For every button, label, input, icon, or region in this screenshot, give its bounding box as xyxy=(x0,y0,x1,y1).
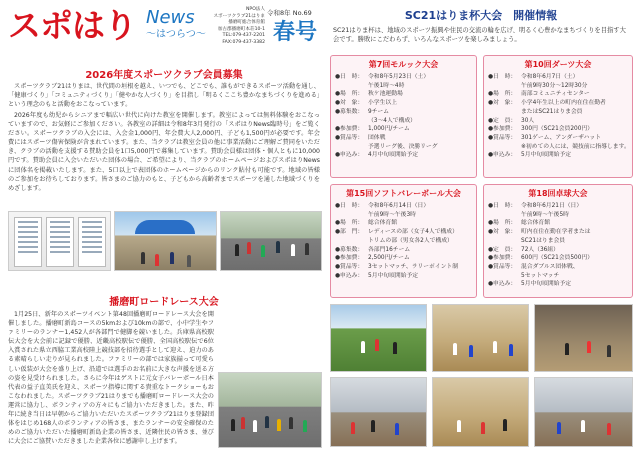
event-row: ●賞品等： 混合ダブルス団体戦、 xyxy=(488,263,579,270)
event-details xyxy=(335,73,473,160)
event-card-soft-volleyball xyxy=(330,184,477,298)
event-title: 第18回卓球大会 xyxy=(528,189,588,198)
event-row: ●場 所： 総合体育館 xyxy=(335,220,397,227)
event-row: ●募集数： 9チーム xyxy=(335,108,390,115)
event-title: 第10回ダーツ大会 xyxy=(524,60,592,69)
sc21-title: SC21はりま杯大会 開催情報 xyxy=(404,9,558,22)
road-race-title: 播磨町ロードレース大会 xyxy=(109,297,219,308)
org-line: FAX:079-437-3382 xyxy=(222,39,265,45)
event-row: 午前9時〜午後3時 xyxy=(368,211,416,218)
event-row: ●申込み： 5月中旬頃開始予定 xyxy=(488,281,572,288)
event-row: トリムの部（男女各2人で構成） xyxy=(368,237,453,244)
sc21-intro: SC21はりま杯は、地域のスポーツ振興や住民の交流の輪を広げ、明るく心豊かなまちづくりを目指す大会です。勝敗にこだわらず、いろんなスポーツを楽しみましょう。 xyxy=(333,27,626,44)
event-row: ●参加費： 2,500円/チーム xyxy=(335,255,410,262)
event-row: 5セットマッチ xyxy=(521,272,560,279)
event-row: ●申込み： 5月中旬頃開始予定 xyxy=(335,272,419,279)
poster-board-photo xyxy=(8,211,111,271)
event-row: ●場 所： 秋ケ池運動場 xyxy=(335,91,403,98)
event-row: ●参加費： 300円（SC21会員200円） xyxy=(488,126,594,133)
event-row: ●参加費： 1,000円/チーム xyxy=(335,126,410,133)
volleyball-photo xyxy=(432,304,529,372)
table-tennis-photo-1 xyxy=(330,377,427,447)
darts-photo xyxy=(534,304,633,372)
event-row: ●日 時： 令和8年6月21日（日） xyxy=(488,203,583,209)
issue-number: 令和8年 No.69 xyxy=(267,9,312,17)
recruit-title: 2026年度スポーツクラブ会員募集 xyxy=(85,70,243,81)
event-row: ●場 所： 南部コミュニティセンター xyxy=(488,91,590,98)
runners-photo xyxy=(220,211,322,271)
event-row: ●場 所： 総合体育館 xyxy=(488,220,550,227)
event-row: ●申込み： 5月中旬頃開始予定 xyxy=(488,152,572,159)
event-row: ●参加費： 600円（SC21会員500円） xyxy=(488,255,594,262)
masthead xyxy=(6,4,322,64)
newsletter-logo: スポはり xyxy=(8,6,136,45)
table-tennis-photo-2 xyxy=(432,377,529,447)
event-row: 午前9時〜午後5時 xyxy=(521,211,569,218)
org-line: スポーツクラブ21はりま xyxy=(213,13,265,19)
recruit-paragraph-1: スポーツクラブ21はりまは、世代間の垣根を越え、いつでも、どこでも、誰もができるスポーツ活動を通し、「健康づくり」「コミュニティづくり」「健やかな人づくり」を目指し「明るくここち豊かなまちづくりを進める」という理念のもと活動をおこなっています。 xyxy=(8,83,320,109)
event-row: またはSC21はりま会員 xyxy=(521,108,583,115)
event-row: SC21はりま会員 xyxy=(521,237,566,244)
event-row: ●定 員： 30人 xyxy=(488,117,535,124)
event-row: ●日 時： 令和8年6月7日（土） xyxy=(488,74,579,80)
right-column xyxy=(327,4,635,450)
event-row: 午後1時〜4時 xyxy=(368,82,405,89)
event-row: ※初めての人には、競技前に指導します。 xyxy=(521,143,630,150)
event-row: ●賞品等： 3セットマッチ、ラリーポイント制 xyxy=(335,263,459,270)
event-row: ●日 時： 令和8年5月23日（土） xyxy=(335,74,430,80)
organization-info xyxy=(209,7,265,47)
event-details xyxy=(488,202,629,289)
event-row: ●申込み： 4月中旬頃開始予定 xyxy=(335,152,419,159)
molkky-photo xyxy=(330,304,427,372)
event-row: ●賞品等： 団体戦 xyxy=(335,134,386,141)
newsletter-news-label: News xyxy=(146,7,195,28)
event-row: ●部 門： レディースの部（女子4人で構成） xyxy=(335,229,458,236)
org-line: NPO法人 xyxy=(245,7,265,12)
event-details xyxy=(488,73,629,160)
event-row: 午前9時30分〜12時30分 xyxy=(521,82,588,89)
event-row: ●日 時： 令和8年6月14日（日） xyxy=(335,203,430,209)
event-tent-photo xyxy=(114,211,217,271)
event-details xyxy=(335,202,473,280)
event-row: ●募集数： 各部門16チーム xyxy=(335,246,411,253)
road-race-paragraph: 1月25日、新年のスポーツイベント第48回播磨町ロードレース大会を開催しました。播磨町新島コースの5kmおよび10kmの部で、小中学生やファミリーのランナー1,452人が各部門で健脚を競いました。兵庫県高校駅伝大会を大会前に記録で優勝、近畿高校駅伝で優勝、全国高校駅伝で6位入賞された県立西脇工業高校陸上競技部を招待選手として迎え、迫力のある素晴らしい走りが見られました。ファミリーの部では家族揃って可愛らしい仮装が大会を盛り上げ、沿道では選手のお名前に大きな声援を送る方の姿を見受けられました。さらに今年はゲストに元女子バレーボール日本代表の益子直美氏を迎え、スポーツ指導に関する貴重なトークショーもおこなわれました。スポーツクラブ21はりまでも播磨町ロードレース大会の運営に協力し、ボランティアの方々にもご協力いただきました。また、昨年に続き当日は早朝からご協力いただいたスポーツクラブ21はりま登録団体をはじめ168人のボランティアの皆さま、またランナーの安全確保のためのご協力いただいた播磨町新島企業の皆さま、近隣住民の皆さま、並びに大会にご協賛いただきました企業各位に感謝申し上げます。 xyxy=(8,311,214,446)
event-card-molkky xyxy=(330,55,477,178)
org-line: 播磨町総合体育館 xyxy=(228,20,265,26)
event-row: ●対 象： 小学生以上 xyxy=(335,100,397,107)
season-label: 春号 xyxy=(273,20,318,45)
event-row: ●対 象： 町内在住在勤在学者または xyxy=(488,229,591,236)
event-row: ●対 象： 小学4年生以上の町内在住在勤者 xyxy=(488,100,606,107)
org-line: TEL:079-437-2201 xyxy=(222,33,265,39)
event-title: 第7回モルック大会 xyxy=(368,60,439,69)
recruit-paragraph-2: 2026年度も幼児からシニアまで幅広い世代に向けた教室を開催します。教室によっては無料体験をおこなっていますので、お気軽にご参加ください。各教室の詳細は令和8年3月発行の「スポはりNews臨時号」をご覧ください。スポーツクラブの入会には、入会金1,000円、年会費大人2,000円、子ども1,500円が必要です。年会費にはスポーツ傷害保険が含まれています。また、当クラブは教室会員の他に事業活動にご理解ご賛同をいただき、クラブの活動を支援する賛助会員を1口5,000円で募集しています。賛助会員様は団体・個人ともに10,000円です。賛助会員に入会いただいた団体の場合、ご希望により、当クラブのホームページおよびスポはりNewsに団体名を掲載いたします。また、5口以上で表団体のホームページからのリンク貼付も可能です。地域の皆様のご参加をお待ちしております。皆さまのご協力のもと、子どもから高齢者までスポーツを通した地域づくりをめざします。 xyxy=(8,112,320,192)
table-tennis-photo-3 xyxy=(534,377,633,447)
event-card-table-tennis xyxy=(483,184,633,298)
event-title: 第15回ソフトバレーボール大会 xyxy=(346,189,461,198)
event-row: ●定 員： 72人（36組） xyxy=(488,246,559,253)
newsletter-subtitle: 〜はつらつ〜 xyxy=(146,29,206,40)
org-line: 加古郡播磨町本荘10-1 xyxy=(217,26,265,32)
left-column xyxy=(6,4,322,450)
event-row: 予選リーグ後、決勝リーグ xyxy=(368,143,438,150)
event-row: （3〜4人で構成） xyxy=(368,117,416,124)
event-row: ●賞品等： 301ゲーム、アンダーザハット xyxy=(488,134,601,141)
road-race-photo xyxy=(218,372,322,448)
event-card-darts xyxy=(483,55,633,178)
